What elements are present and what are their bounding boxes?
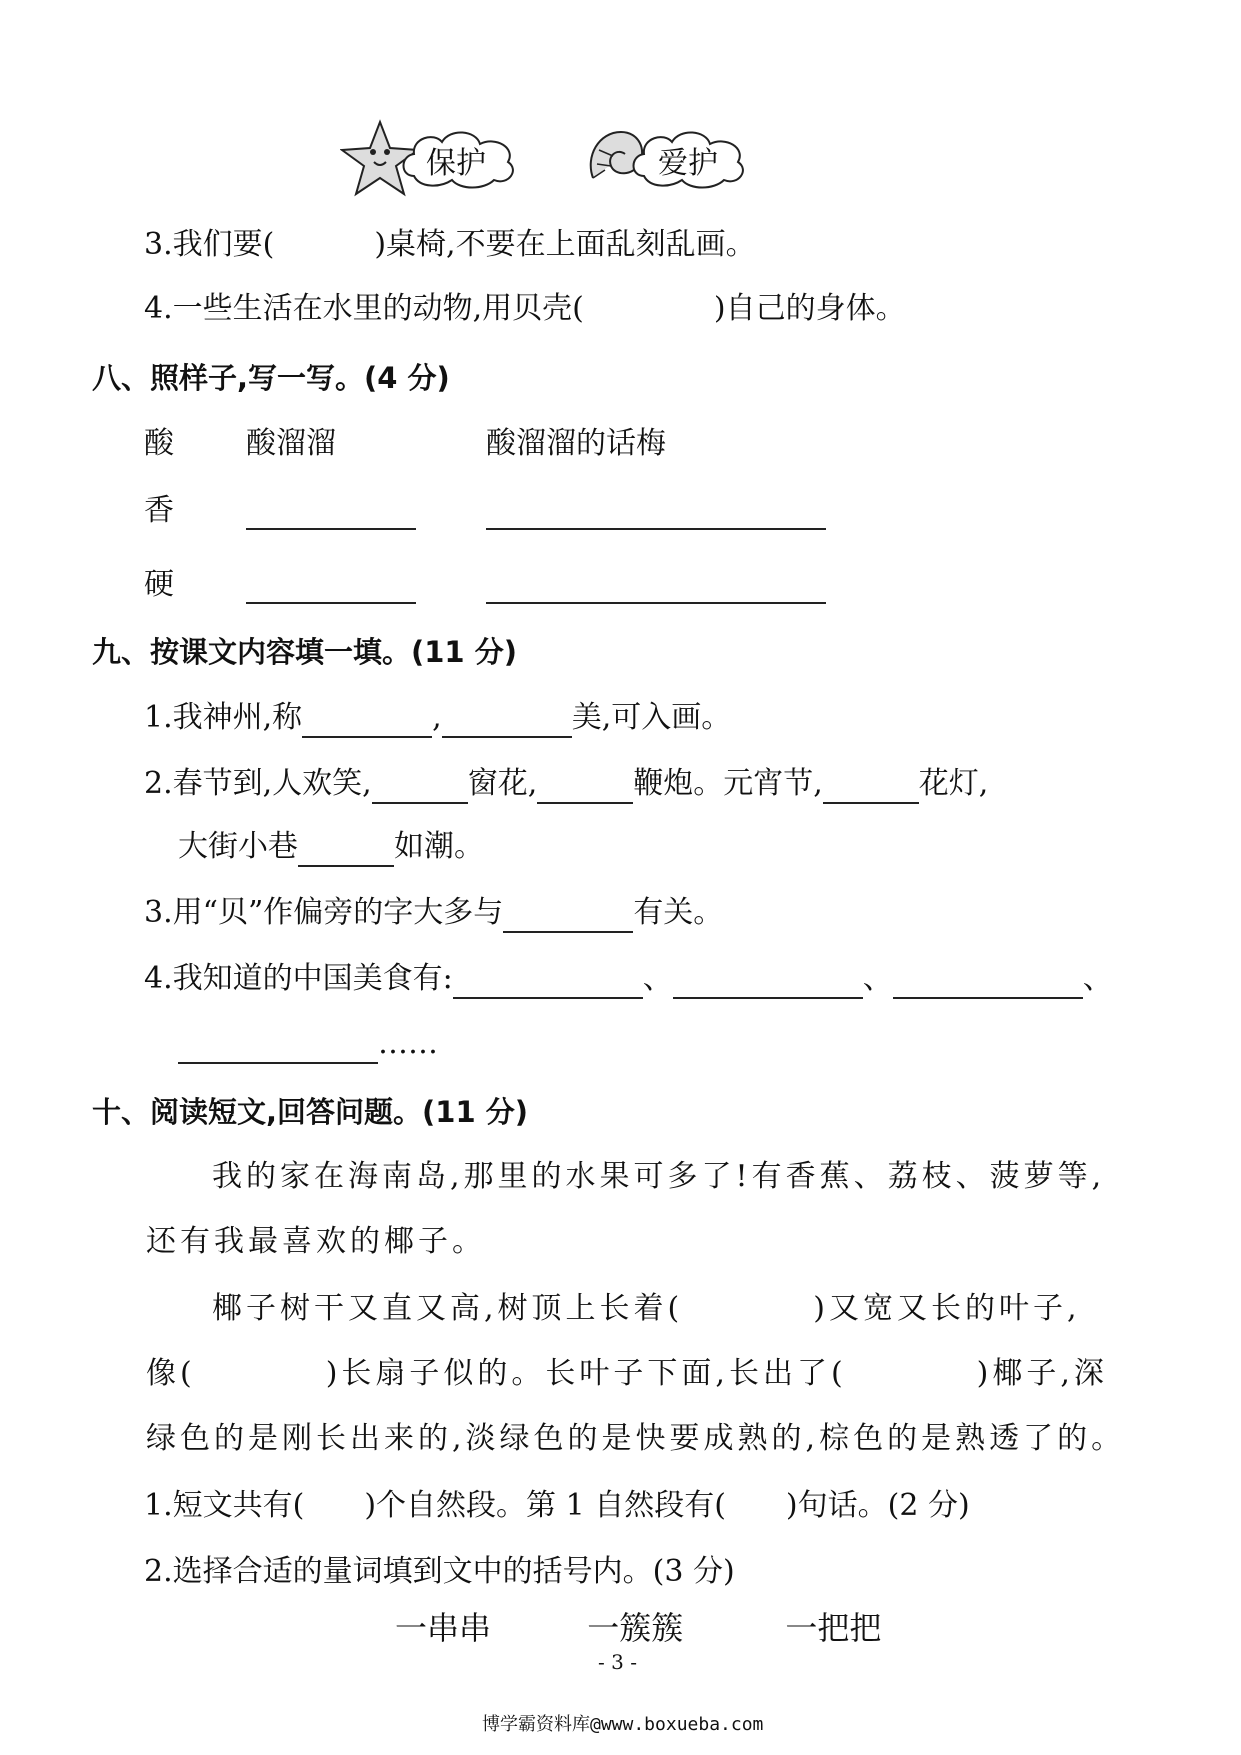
answer-blank[interactable] [442,706,572,738]
passage-line [146,1354,1108,1394]
s10-question-2 [144,1552,735,1592]
separator: 、 [642,961,673,996]
answer-blank[interactable] [453,967,643,999]
answer-blank[interactable] [372,772,468,804]
example-char: 酸 [144,426,174,461]
passage-line: 还有我最喜欢的椰子。 [146,1224,486,1259]
passage-text: 像( [146,1356,196,1391]
option-yibaba[interactable]: 一把把 [785,1609,882,1647]
answer-blank[interactable] [298,835,394,867]
q-number: 4. [144,291,173,326]
q-number: 3. [144,227,173,262]
s9-question-2 [144,764,988,804]
measure-word-options [395,1606,881,1650]
s7-question-3 [144,225,756,265]
answer-blank[interactable] [537,772,633,804]
q-text: 大街小巷 [178,829,298,864]
q-text: )句话。(2 分) [785,1488,970,1523]
passage-line [212,1289,1081,1329]
s10-question-1 [144,1486,970,1526]
q-text: 短文共有( [172,1488,305,1523]
s9-question-4 [144,959,1113,999]
q-text: 我神州,称 [172,700,303,735]
answer-blank-word[interactable] [246,528,416,530]
answer-blank-phrase[interactable] [486,602,826,604]
q-number: 3. [144,895,173,930]
answer-blank-phrase[interactable] [486,528,826,530]
separator: 、 [862,961,893,996]
answer-blank[interactable] [673,967,863,999]
q-number: 1. [144,1488,173,1523]
passage-text: 椰子树干又直又高,树顶上长着( [212,1291,684,1326]
passage-line: 我的家在海南岛,那里的水果可多了!有香蕉、荔枝、菠萝等, [212,1159,1106,1194]
answer-blank[interactable] [302,706,432,738]
q-text: )个自然段。第 1 自然段有( [364,1488,726,1523]
option-yicucu[interactable]: 一簇簇 [587,1609,684,1647]
q-text: 我知道的中国美食有: [172,961,453,996]
answer-blank-word[interactable] [246,602,416,604]
s7-question-4 [144,289,906,329]
section-10-title: 十、阅读短文,回答问题。(11 分) [92,1095,528,1129]
answer-blank[interactable] [823,772,919,804]
word-cherish: 爱护 [658,146,718,181]
row-char-ying: 硬 [144,567,174,602]
passage-text: )又宽又长的叶子, [813,1291,1081,1326]
q-text: )自己的身体。 [713,291,906,326]
q-text: , [432,700,442,735]
answer-blank[interactable] [178,1032,378,1064]
s9-question-4-cont [178,1024,438,1064]
q-number: 4. [144,961,173,996]
answer-blank[interactable] [893,967,1083,999]
s9-question-3 [144,893,723,933]
ellipsis: …… [378,1026,438,1061]
footer-watermark: 博学霸资料库@www.boxueba.com [482,1714,764,1735]
q-text: 用“贝”作偏旁的字大多与 [172,895,504,930]
row-char-xiang: 香 [144,493,174,528]
q-number: 2. [144,766,173,801]
section-9-title: 九、按课文内容填一填。(11 分) [92,635,517,669]
q-text: 花灯, [918,766,989,801]
q-text: 美,可入画。 [571,700,732,735]
passage-text: )椰子,深 [976,1356,1108,1391]
passage-text: )长扇子似的。长叶子下面,长出了( [325,1356,847,1391]
q-text: 有关。 [633,895,724,930]
passage-line: 绿色的是刚长出来的,淡绿色的是快要成熟的,棕色的是熟透了的。 [146,1421,1126,1456]
q-text: 鞭炮。元宵节, [633,766,823,801]
section-8-title: 八、照样子,写一写。(4 分) [92,361,450,395]
separator: 、 [1082,961,1113,996]
q-text: 我们要( [172,227,275,262]
q-number: 2. [144,1554,173,1589]
option-yichuanchuan[interactable]: 一串串 [395,1609,492,1647]
page-number: - 3 - [598,1650,637,1674]
example-word: 酸溜溜 [246,426,336,461]
answer-blank[interactable] [503,901,633,933]
q-text: )桌椅,不要在上面乱刻乱画。 [374,227,756,262]
q-number: 1. [144,700,173,735]
s9-question-2-cont [178,827,484,867]
word-bank [340,118,780,198]
q-text: 一些生活在水里的动物,用贝壳( [172,291,584,326]
s9-question-1 [144,698,731,738]
word-protect: 保护 [426,146,486,181]
q-text: 选择合适的量词填到文中的括号内。(3 分) [172,1554,735,1589]
q-text: 如潮。 [394,829,484,864]
example-phrase: 酸溜溜的话梅 [486,426,666,461]
q-text: 窗花, [467,766,538,801]
q-text: 春节到,人欢笑, [172,766,372,801]
